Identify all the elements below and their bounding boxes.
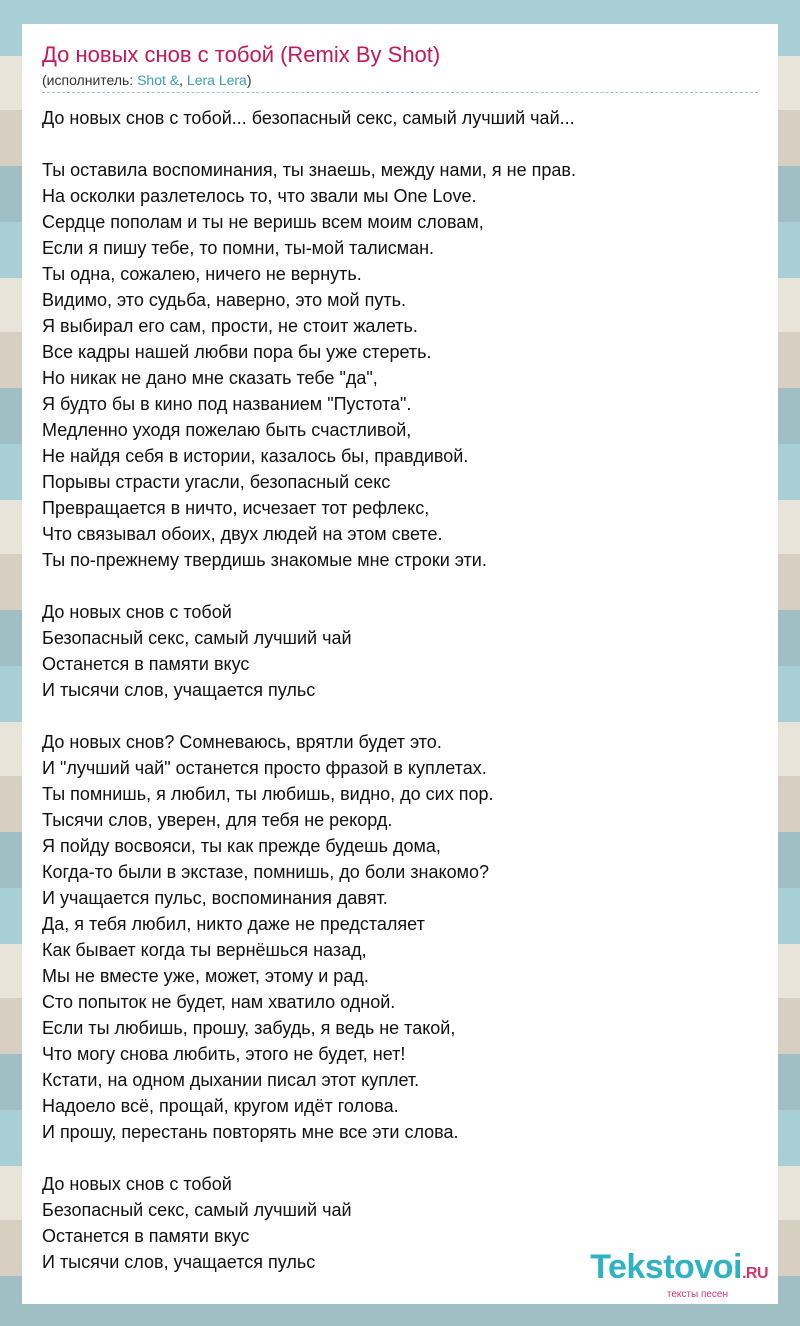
- lyric-line: Ты по-прежнему твердишь знакомые мне строки эти.: [42, 550, 487, 570]
- lyric-line: Как бывает когда ты вернёшься назад,: [42, 940, 367, 960]
- lyric-line: И тысячи слов, учащается пульс: [42, 1252, 316, 1272]
- lyric-blank-line: [42, 703, 758, 729]
- lyric-blank-line: [42, 1145, 758, 1171]
- lyric-line: Что могу снова любить, этого не будет, нет!: [42, 1044, 406, 1064]
- lyric-line: Все кадры нашей любви пора бы уже стереть.: [42, 342, 432, 362]
- artist-separator: ,: [179, 72, 187, 88]
- lyric-line: Я будто бы в кино под названием "Пустота".: [42, 394, 412, 414]
- lyric-line: Кстати, на одном дыхании писал этот куплет.: [42, 1070, 420, 1090]
- lyric-line: Останется в памяти вкус: [42, 654, 250, 674]
- lyric-line: И тысячи слов, учащается пульс: [42, 680, 316, 700]
- lyric-line: На осколки разлетелось то, что звали мы One Love.: [42, 186, 477, 206]
- lyrics-text: [42, 105, 758, 1275]
- lyric-line: Я выбирал его сам, прости, не стоит жалеть.: [42, 316, 418, 336]
- lyric-line: И учащается пульс, воспоминания давят.: [42, 888, 388, 908]
- artist-prefix: (исполнитель:: [42, 72, 138, 88]
- lyric-line: Мы не вместе уже, может, этому и рад.: [42, 966, 369, 986]
- title-divider: [42, 92, 758, 93]
- lyric-line: И "лучший чай" останется просто фразой в куплетах.: [42, 758, 487, 778]
- lyric-line: Медленно уходя пожелаю быть счастливой,: [42, 420, 412, 440]
- lyric-line: Я пойду восвояси, ты как прежде будешь дома,: [42, 836, 441, 856]
- lyric-line: Но никак не дано мне сказать тебе "да",: [42, 368, 378, 388]
- site-logo[interactable]: [590, 1250, 768, 1300]
- song-title: До новых снов с тобой (Remix By Shot): [42, 42, 441, 67]
- lyric-line: Ты помнишь, я любил, ты любишь, видно, до сих пор.: [42, 784, 494, 804]
- lyric-line: Если ты любишь, прошу, забудь, я ведь не такой,: [42, 1018, 456, 1038]
- lyric-line: И прошу, перестань повторять мне все эти слова.: [42, 1122, 459, 1142]
- lyric-line: Если я пишу тебе, то помни, ты-мой талисман.: [42, 238, 435, 258]
- logo-tagline: тексты песен: [666, 1289, 728, 1300]
- lyric-line: Сердце пополам и ты не веришь всем моим словам,: [42, 212, 484, 232]
- lyrics-card: [22, 24, 778, 1304]
- lyric-line: Останется в памяти вкус: [42, 1226, 250, 1246]
- lyric-line: Да, я тебя любил, никто даже не предсталяет: [42, 914, 425, 934]
- lyric-line: До новых снов с тобой: [42, 1174, 232, 1194]
- logo-name: Tekstovoi: [590, 1248, 742, 1286]
- lyric-line: Видимо, это судьба, наверно, это мой путь.: [42, 290, 406, 310]
- lyric-line: Что связывал обоих, двух людей на этом свете.: [42, 524, 443, 544]
- artist-suffix: ): [246, 72, 252, 88]
- lyric-line: Тысячи слов, уверен, для тебя не рекорд.: [42, 810, 393, 830]
- lyric-line: Когда-то были в экстазе, помнишь, до боли знакомо?: [42, 862, 489, 882]
- lyric-line: Превращается в ничто, исчезает тот рефлекс,: [42, 498, 430, 518]
- lyric-line: Безопасный секс, самый лучший чай: [42, 628, 352, 648]
- artist-link-lera[interactable]: Lera Lera: [186, 72, 247, 88]
- lyric-line: До новых снов с тобой: [42, 602, 232, 622]
- artist-link-shot[interactable]: Shot &: [137, 72, 180, 88]
- lyric-line: Ты оставила воспоминания, ты знаешь, между нами, я не прав.: [42, 160, 576, 180]
- lyric-line: Не найдя себя в истории, казалось бы, правдивой.: [42, 446, 469, 466]
- lyric-line: До новых снов с тобой... безопасный секс, самый лучший чай...: [42, 108, 575, 128]
- lyric-line: До новых снов? Сомневаюсь, врятли будет это.: [42, 732, 442, 752]
- lyric-line: Порывы страсти угасли, безопасный секс: [42, 472, 391, 492]
- lyric-line: Ты одна, сожалею, ничего не вернуть.: [42, 264, 362, 284]
- lyric-blank-line: [42, 573, 758, 599]
- lyric-line: Надоело всё, прощай, кругом идёт голова.: [42, 1096, 399, 1116]
- logo-tld: .RU: [741, 1265, 768, 1282]
- artist-line: [42, 72, 252, 88]
- lyric-line: Безопасный секс, самый лучший чай: [42, 1200, 352, 1220]
- lyric-blank-line: [42, 131, 758, 157]
- lyric-line: Сто попыток не будет, нам хватило одной.: [42, 992, 396, 1012]
